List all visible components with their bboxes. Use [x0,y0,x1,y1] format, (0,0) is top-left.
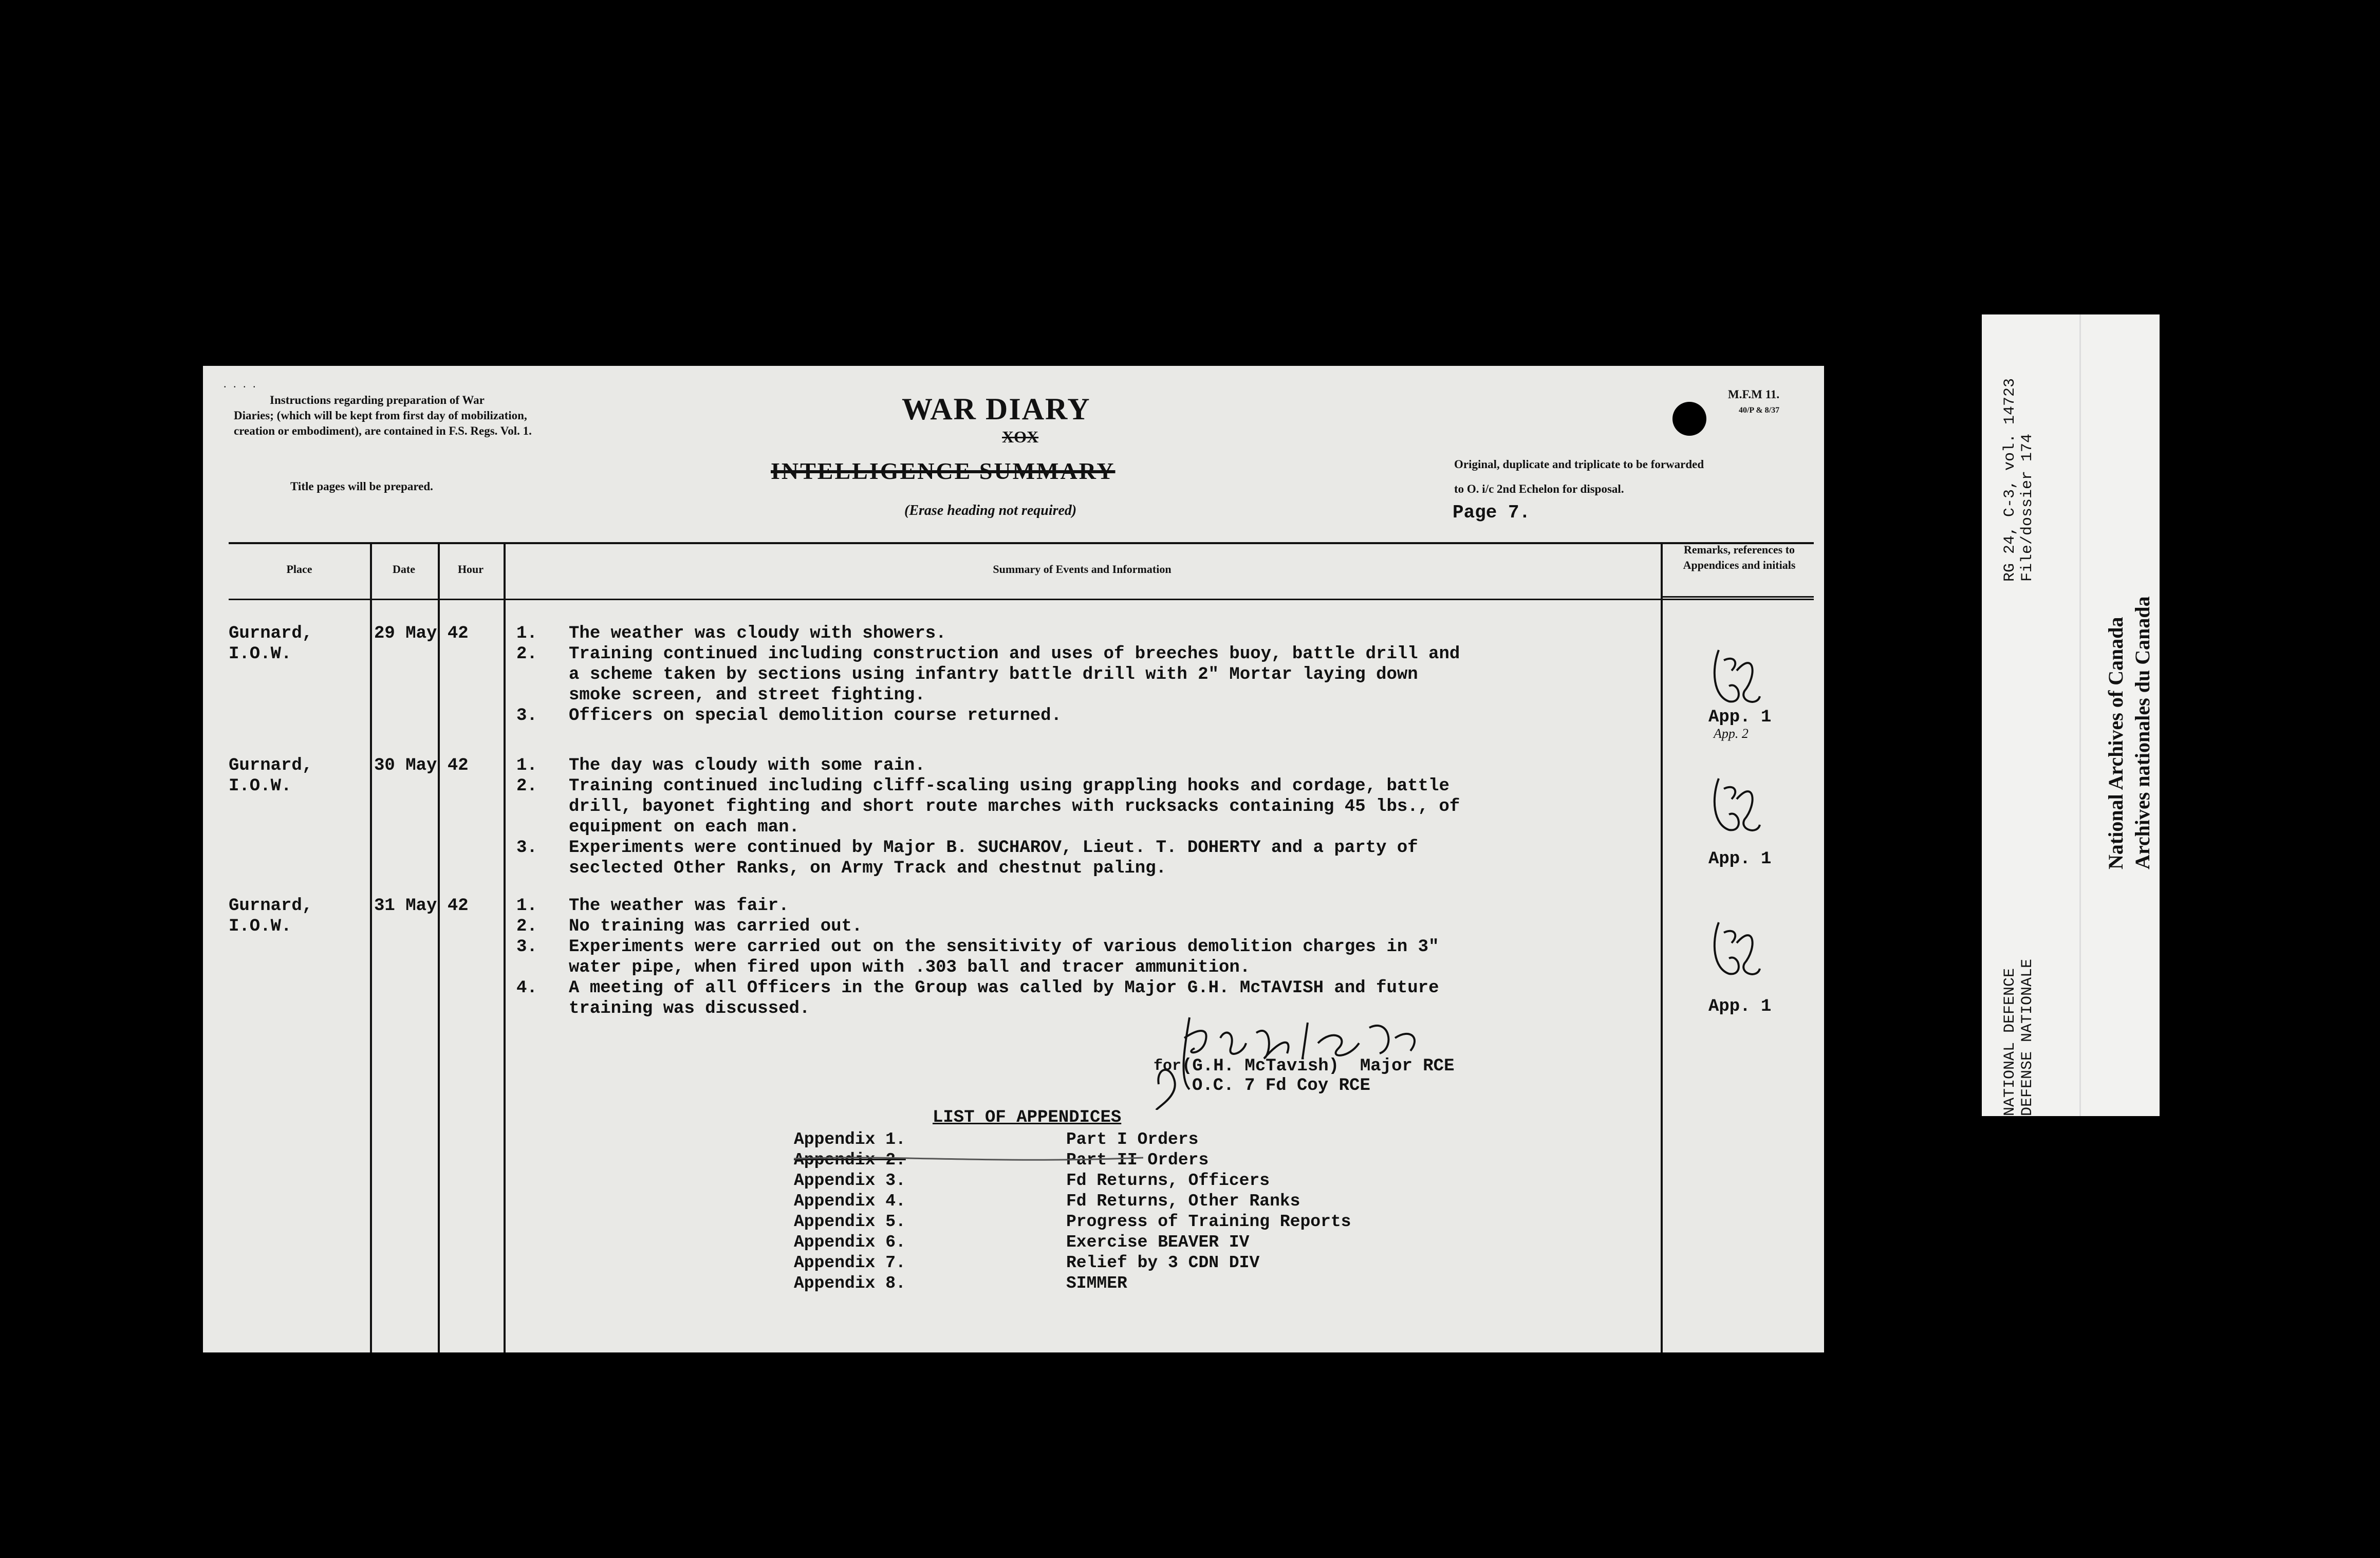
defence-line1: NATIONAL DEFENCE [2001,968,2019,1116]
col-rule-3 [504,542,506,1352]
punch-hole [1672,402,1706,436]
col-rule-4 [1661,542,1663,1352]
entry-summary: 1. The weather was fair. 2. No training was carried out. 3. Experiments were carried out on the sensitivity of various demolition charges in 3" water pipe, when fired upon with .303 ball and tracer ammunition. 4. A meeting of all Officers in the Group was called by Major G.H. McTAVISH and future training was discussed. [516,896,1439,1018]
header-summary: Summary of Events and Information [993,563,1172,576]
archives-name-fr: Archives nationales du Canada [2131,596,2154,869]
header-place: Place [286,563,312,576]
signature-role: O.C. 7 Fd Coy RCE [1192,1076,1370,1096]
appendices-title: LIST OF APPENDICES [933,1108,1122,1127]
appendix-label: Appendix 7. [794,1253,906,1272]
struck-heading: INTELLIGENCE SUMMARY [771,458,1115,484]
archive-ref-line1: RG 24, C-3, vol. 14723 [2001,378,2019,582]
diary-table [229,542,1814,1352]
entry-summary: 1. The weather was cloudy with showers. 2. Training continued including construction and uses of breeches buoy, battle drill and a scheme taken by sections using infantry battle drill with 2" Mortar laying down smoke screen, and street fighting. 3. Officers on special demolition course returned. [516,624,1460,726]
header-hour: Hour [457,563,484,576]
form-number-main: M.F.M 11. [1728,388,1780,401]
header-remarks: Remarks, references to Appendices and initials [1683,543,1796,571]
initials-icon [1708,640,1765,717]
header-date: Date [393,563,415,576]
struck-or: XOX [1002,428,1039,446]
appendix-label: Appendix 8. [794,1274,906,1293]
table-top-rule [229,542,1814,544]
entry-place: Gurnard, I.O.W. [229,624,313,664]
entry-place: Gurnard, I.O.W. [229,756,313,796]
entry-remark: App. 1 [1708,708,1772,727]
appendix-desc: Part II Orders [1066,1151,1209,1170]
instructions-rest: Diaries; (which will be kept from first day of mobilization, creation or embodiment), are contained in F.S. Regs. Vol. 1. [234,409,532,437]
entry-date: 30 May 42 [374,756,469,775]
forward-note-line2: to O. i/c 2nd Echelon for disposal. [1454,483,1624,495]
archive-ref [2001,378,2036,582]
entry-date: 31 May 42 [374,896,469,916]
initials-icon [1708,912,1765,989]
title-pages-note: Title pages will be prepared. [290,480,433,493]
header-rule [229,599,1814,600]
instructions-line1: Instructions regarding preparation of War [270,394,485,406]
entry-summary: 1. The day was cloudy with some rain. 2. Training continued including cliff-scaling using grappling hooks and cordage, battle drill, bayonet fighting and short route marches with rucksacks containing 45 lbs., of equipment on each man. 3. Experiments were continued by Major B. SUCHAROV, Lieut. T. DOHERTY and a party of seclected Other Ranks, on Army Track and chestnut paling. [516,756,1460,878]
appendix-label: Appendix 2. [794,1151,906,1170]
corner-dots: . . . . [224,377,258,390]
archives-name-en: National Archives of Canada [2104,617,2127,869]
entry-remark: App. 1 [1708,997,1772,1016]
archive-ref-line2: File/dossier 174 [2019,433,2036,582]
appendix-label: Appendix 5. [794,1212,906,1231]
archive-label [1982,314,2160,1116]
initials-icon [1708,768,1765,845]
forward-note [1454,452,1814,502]
archives-name [2103,596,2156,869]
appendix-desc: Fd Returns, Other Ranks [1066,1192,1300,1211]
erase-note: (Erase heading not required) [904,503,1077,518]
appendix-label: Appendix 4. [794,1192,906,1211]
strike-line-icon [794,1148,1143,1164]
war-diary-page [203,366,1824,1352]
appendix-label: Appendix 3. [794,1171,906,1190]
appendix-desc: Relief by 3 CDN DIV [1066,1253,1260,1272]
form-number-sub: 40/P & 8/37 [1738,406,1780,415]
appendix-desc: Part I Orders [1066,1130,1199,1149]
appendix-desc: Exercise BEAVER IV [1066,1233,1250,1252]
signature-for: for [1154,1058,1182,1075]
defence-label [2001,959,2036,1116]
entry-date: 29 May 42 [374,624,469,643]
signature-name: (G.H. McTavish) Major RCE [1182,1056,1455,1076]
entry-remark-handwritten: App. 2 [1714,726,1749,741]
page-title: WAR DIARY [902,392,1091,426]
defence-line2: DEFENSE NATIONALE [2019,958,2036,1116]
appendix-desc: Fd Returns, Officers [1066,1171,1270,1190]
appendix-label: Appendix 1. [794,1130,906,1149]
entry-remark: App. 1 [1708,849,1772,869]
form-number [1728,387,1779,418]
col-rule-2 [438,542,440,1352]
instructions-block [234,393,552,439]
remarks-header-rule [1661,596,1814,598]
entry-place: Gurnard, I.O.W. [229,896,313,936]
col-rule-1 [370,542,372,1352]
appendix-desc: SIMMER [1066,1274,1127,1293]
page-number: Page 7. [1453,502,1531,523]
appendix-label: Appendix 6. [794,1233,906,1252]
appendix-desc: Progress of Training Reports [1066,1212,1351,1231]
forward-note-line1: Original, duplicate and triplicate to be forwarded [1454,458,1704,471]
